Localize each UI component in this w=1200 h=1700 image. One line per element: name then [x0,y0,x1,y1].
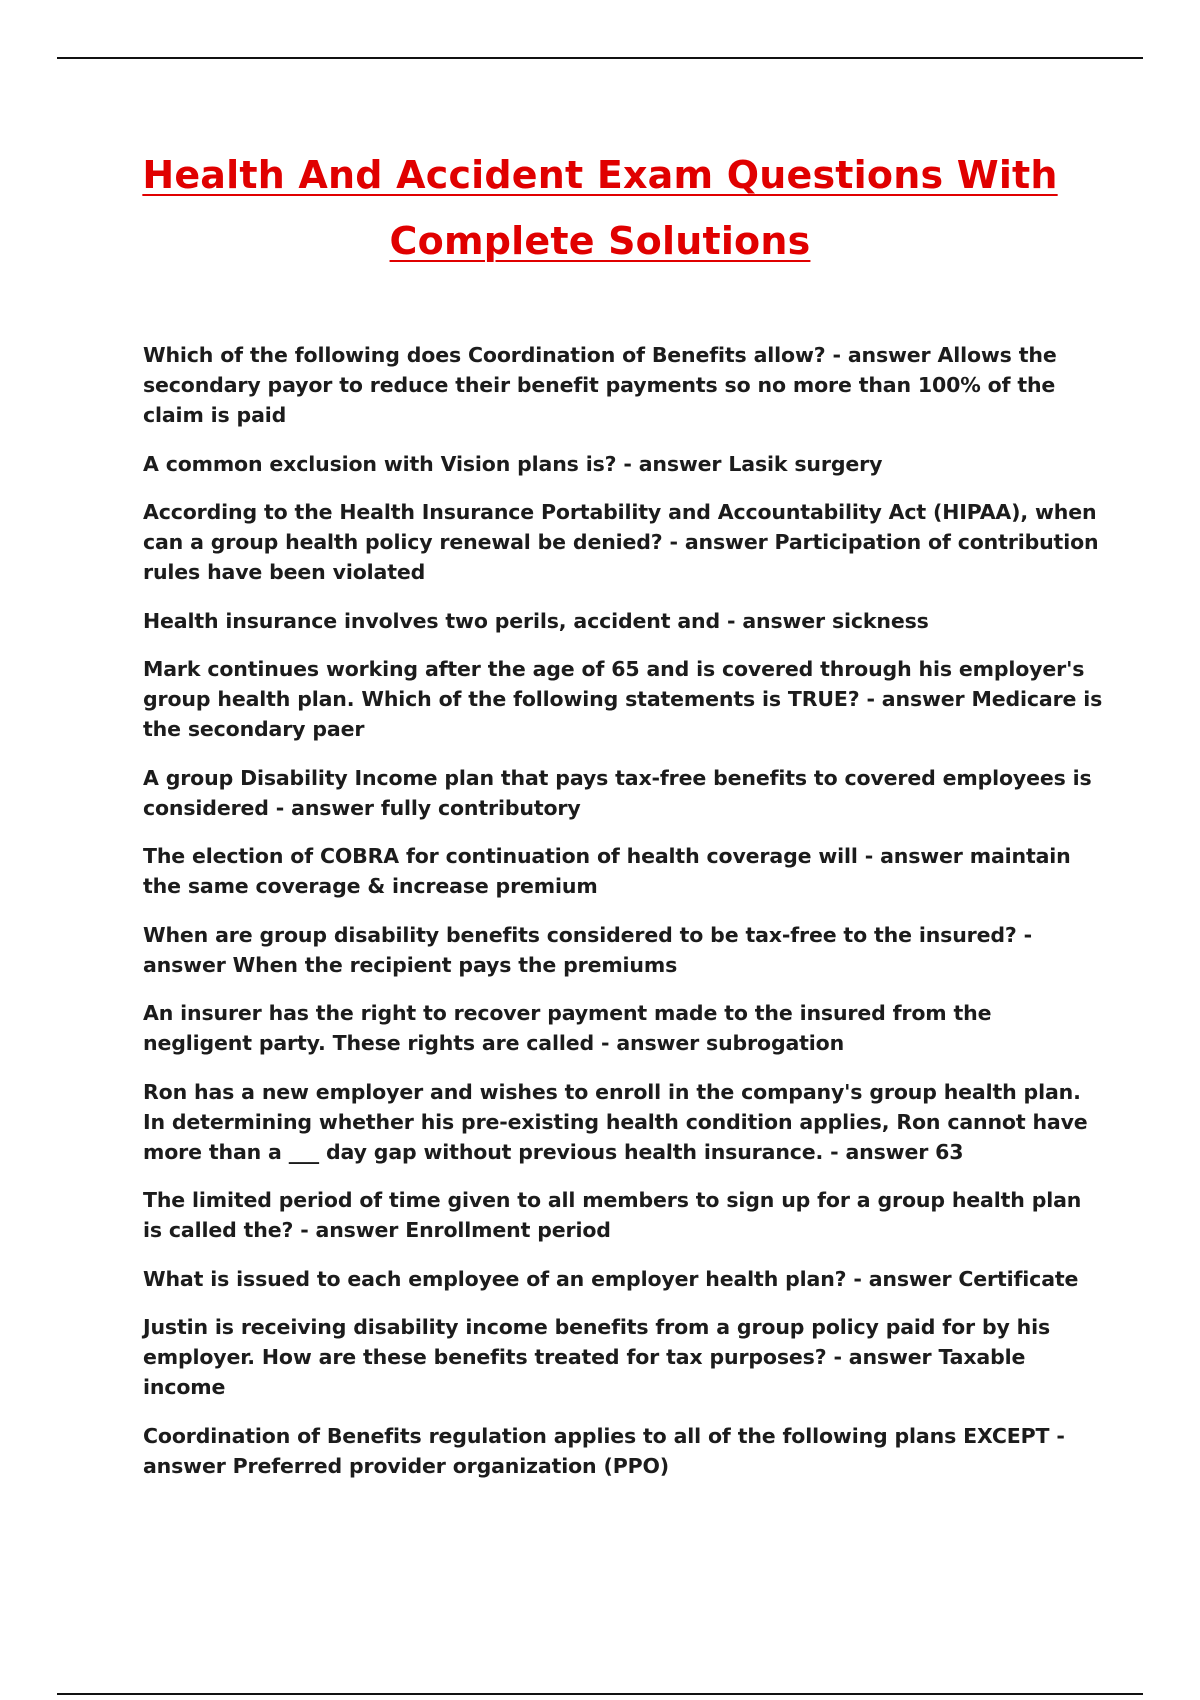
qa-item: A group Disability Income plan that pays tax-free benefits to covered employees is considered - answer fully contributory [143,765,1092,820]
qa-item: What is issued to each employee of an employer health plan? - answer Certificate [143,1266,1079,1291]
top-rule [57,57,1143,59]
title-line-1: Health And Accident Exam Questions With [142,153,1058,197]
qa-item: The election of COBRA for continuation of health coverage will - answer maintain the same coverage & increase premium [143,844,1071,898]
qa-item: A common exclusion with Vision plans is? - answer Lasik surgery [143,451,883,476]
qa-item: An insurer has the right to recover payment made to the insured from the negligent party. These rights are called - answer subrogation [143,1001,992,1055]
document-title [100,142,1100,274]
qa-item: Mark continues working after the age of 65 and is covered through his employer's group health plan. Which of the following statements is TRUE? - answer Medicare is the secondary paer [143,657,1103,741]
bottom-rule [57,1693,1143,1695]
qa-item: Ron has a new employer and wishes to enroll in the company's group health plan. In determining whether his pre-existing health condition applies, Ron cannot have more than a ___ day gap without previous health insurance. - answer 63 [143,1079,1088,1164]
qa-list [143,340,1103,1499]
title-line-2: Complete Solutions [389,219,811,263]
qa-item: When are group disability benefits considered to be tax-free to the insured? - answer When the recipient pays the premiums [143,922,1032,977]
qa-item: The limited period of time given to all members to sign up for a group health plan is called the? - answer Enrollment period [143,1188,1082,1242]
qa-item: Health insurance involves two perils, accident and - answer sickness [143,608,929,633]
qa-item: According to the Health Insurance Portability and Accountability Act (HIPAA), when can a group health policy renewal be denied? - answer Participation of contribution rules have been violated [143,500,1099,584]
qa-item: Justin is receiving disability income benefits from a group policy paid for by his employer. How are these benefits treated for tax purposes? - answer Taxable income [143,1315,1051,1399]
qa-item: Which of the following does Coordination of Benefits allow? - answer Allows the secondary payor to reduce their benefit payments so no more than 100% of the claim is paid [143,343,1057,427]
qa-item: Coordination of Benefits regulation applies to all of the following plans EXCEPT - answer Preferred provider organization (PPO) [143,1423,1065,1478]
